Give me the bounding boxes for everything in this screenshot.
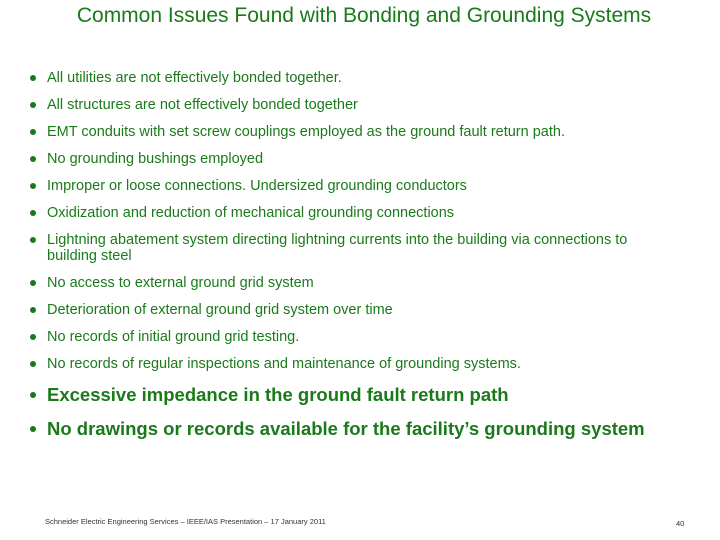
page-number: 40 [676, 519, 685, 528]
list-item-text: No records of initial ground grid testing. [47, 329, 300, 345]
list-item-text: Improper or loose connections. Undersized grounding conductors [47, 178, 467, 194]
list-item-text: No grounding bushings employed [47, 151, 264, 167]
list-item [28, 419, 708, 439]
bullet-dot-icon [30, 361, 36, 367]
list-item [28, 329, 708, 345]
footer-text: Schneider Electric Engineering Services – IEEE/IAS Presentation – 17 January 2011 [45, 517, 326, 526]
bullet-dot-icon [30, 102, 36, 108]
list-item-text: No drawings or records available for the facility’s grounding system [47, 418, 645, 439]
list-item-text: Deterioration of external ground grid system over time [47, 302, 393, 318]
bullet-dot-icon [30, 75, 36, 81]
bullet-dot-icon [30, 307, 36, 313]
bullet-dot-icon [30, 210, 36, 216]
list-item-text: No records of regular inspections and maintenance of grounding systems. [47, 356, 521, 372]
list-item [28, 356, 708, 372]
list-item [28, 124, 708, 140]
list-item [28, 151, 708, 167]
list-item-text: Excessive impedance in the ground fault return path [47, 384, 509, 405]
list-item [28, 70, 708, 86]
list-item-text: All structures are not effectively bonded together [47, 97, 358, 113]
bullet-dot-icon [30, 156, 36, 162]
bullet-dot-icon [30, 129, 36, 135]
bullet-list [28, 70, 708, 439]
bullet-dot-icon [30, 426, 36, 432]
list-item-text: EMT conduits with set screw couplings employed as the ground fault return path. [47, 124, 565, 140]
list-item-text: No access to external ground grid system [47, 275, 314, 291]
slide-title: Common Issues Found with Bonding and Grounding Systems [76, 4, 652, 27]
list-item-text: Lightning abatement system directing lightning currents into the building via connections to building steel [47, 232, 628, 264]
bullet-dot-icon [30, 280, 36, 286]
bullet-dot-icon [30, 334, 36, 340]
list-item [28, 97, 708, 113]
list-item [28, 302, 708, 318]
bullet-dot-icon [30, 237, 36, 243]
list-item-text: All utilities are not effectively bonded together. [47, 70, 342, 86]
list-item [28, 178, 708, 194]
list-item [28, 385, 708, 405]
list-item [28, 205, 708, 221]
list-item [28, 232, 647, 264]
bullet-dot-icon [30, 392, 36, 398]
list-item [28, 275, 708, 291]
bullet-dot-icon [30, 183, 36, 189]
list-item-text: Oxidization and reduction of mechanical grounding connections [47, 205, 455, 221]
